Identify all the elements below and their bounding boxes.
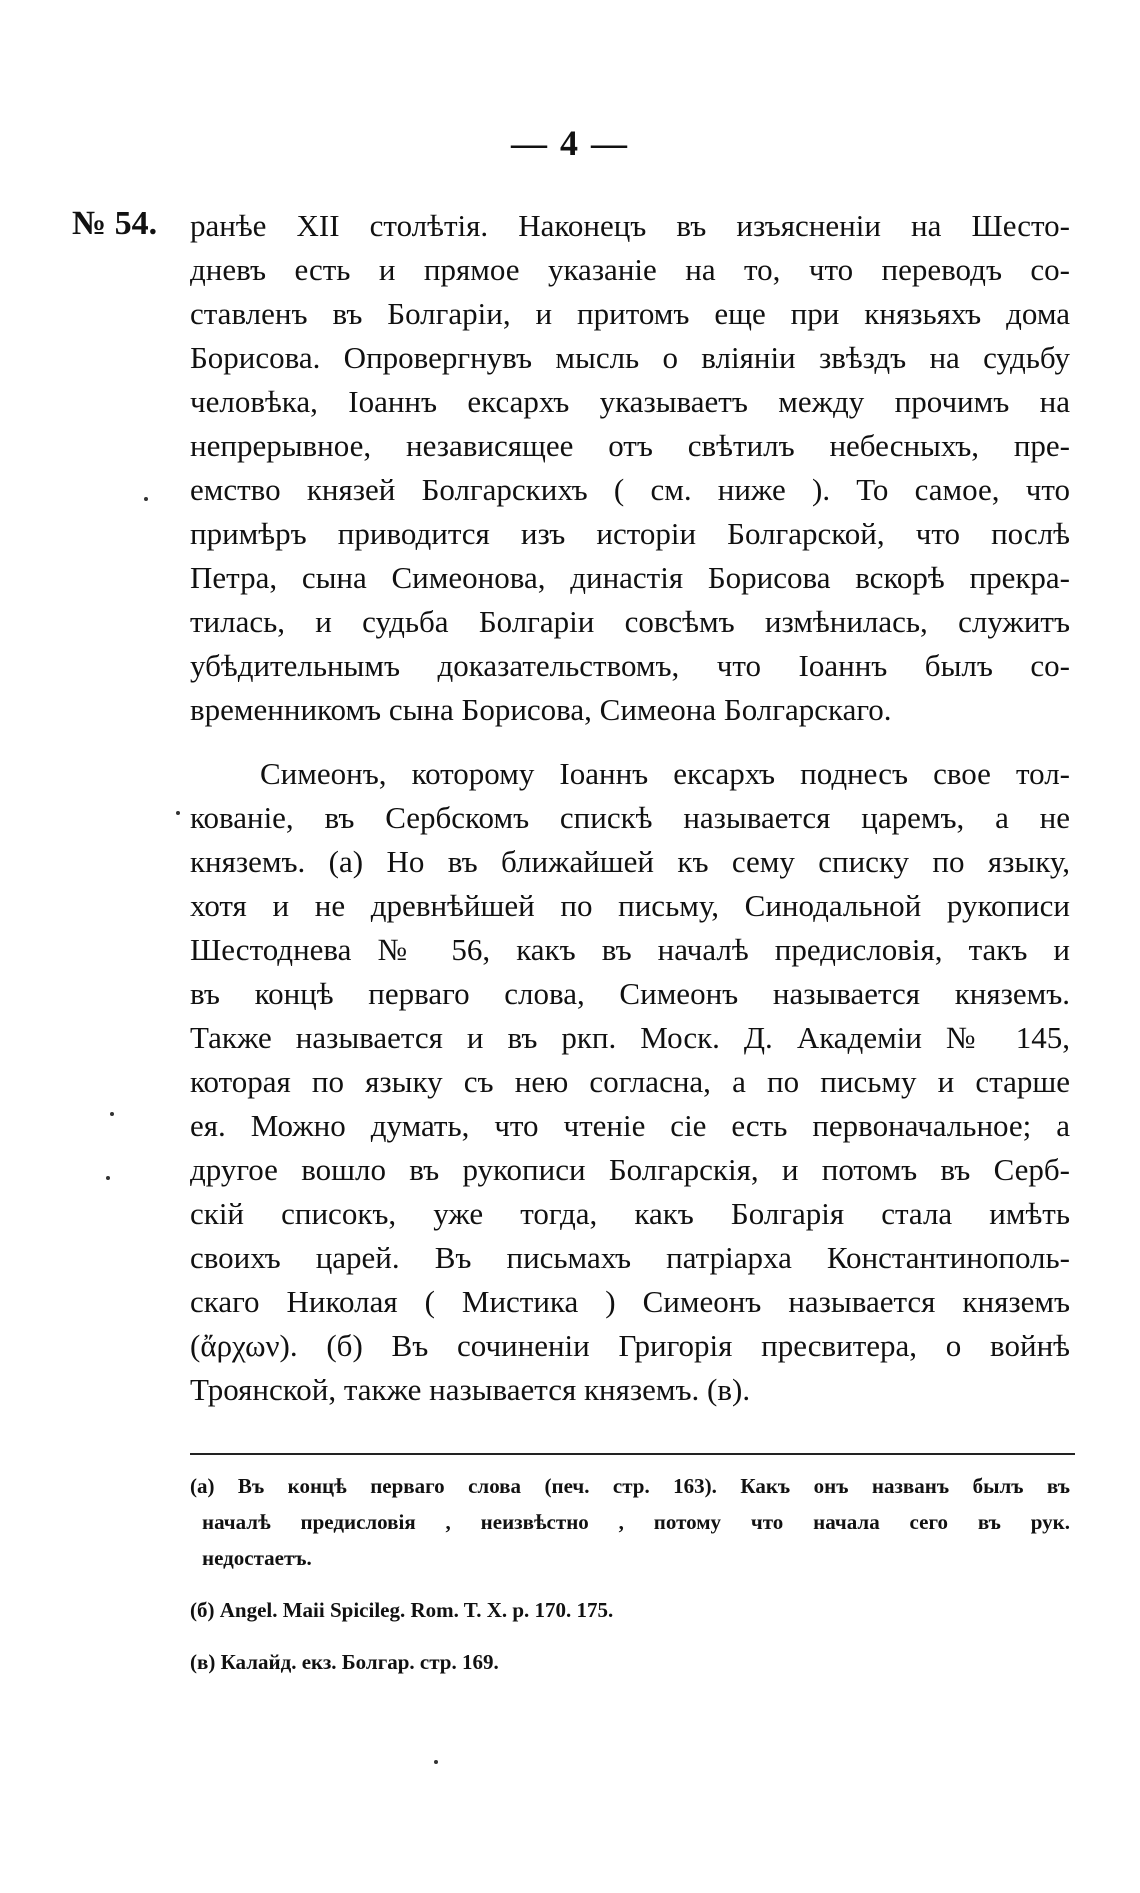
text-line: хотя и не древнѣйшей по письму, Синодальной рукописи [190, 888, 1070, 923]
print-speck [434, 1760, 438, 1764]
text-line: человѣка, Іоаннъ ексархъ указываетъ между прочимъ на [190, 384, 1070, 419]
text-line: Также называется и въ ркп. Моск. Д. Академіи № 145, [190, 1020, 1070, 1055]
text-line: Троянской, также называется княземъ. (в). [190, 1372, 751, 1407]
text-line: дневъ есть и прямое указаніе на то, что переводъ со- [190, 252, 1070, 287]
text-line: тилась, и судьба Болгаріи совсѣмъ измѣнилась, служитъ [190, 604, 1070, 639]
page-number: — 4 — [511, 123, 629, 163]
text-line: скій списокъ, уже тогда, какъ Болгарія стала имѣть [190, 1196, 1070, 1231]
paragraph-1 [190, 204, 1070, 732]
text-line: ея. Можно думать, что чтеніе сіе есть первоначальное; а [190, 1108, 1070, 1143]
text-line: Петра, сына Симеонова, династія Борисова вскорѣ прекра- [190, 560, 1070, 595]
text-line: убѣдительнымъ доказательствомъ, что Іоаннъ былъ со- [190, 648, 1070, 683]
margin-reference: № 54. [72, 205, 158, 242]
footnote-a-line: (а) Въ концѣ перваго слова (печ. стр. 163). Какъ онъ названъ былъ въ [190, 1474, 1070, 1498]
text-line: (ἄρχων). (б) Въ сочиненіи Григорія пресвитера, о войнѣ [190, 1328, 1070, 1363]
footnote-a-line: началѣ предисловія , неизвѣстно , потому что начала сего въ рук. [202, 1510, 1070, 1534]
print-speck [110, 1112, 114, 1116]
text-line: примѣръ приводится изъ исторіи Болгарской, что послѣ [190, 516, 1070, 551]
text-line: въ концѣ перваго слова, Симеонъ называется княземъ. [190, 976, 1070, 1011]
text-line: Симеонъ, которому Іоаннъ ексархъ поднесъ свое тол- [260, 756, 1070, 791]
text-line: ранѣе XII столѣтія. Наконецъ въ изъясненіи на Шесто- [190, 208, 1070, 243]
paragraph-2 [190, 752, 1070, 1412]
text-line: кованіе, въ Сербскомъ спискѣ называется царемъ, а не [190, 800, 1070, 835]
text-line: емство князей Болгарскихъ ( см. ниже ). То самое, что [190, 472, 1070, 507]
print-speck [106, 1176, 110, 1180]
text-line: скаго Николая ( Мистика ) Симеонъ называется княземъ [190, 1284, 1070, 1319]
footnote-divider [190, 1453, 1075, 1455]
text-line: своихъ царей. Въ письмахъ патріарха Константинополь- [190, 1240, 1070, 1275]
text-line: другое вошло въ рукописи Болгарскія, и потомъ въ Серб- [190, 1152, 1070, 1187]
text-line: Шестоднева № 56, какъ въ началѣ предисловія, такъ и [190, 932, 1070, 967]
footnotes [190, 1468, 1070, 1680]
footnote-c: (в) Калайд. екз. Болгар. стр. 169. [190, 1650, 499, 1674]
text-line: княземъ. (а) Но въ ближайшей къ сему списку по языку, [190, 844, 1070, 879]
print-speck [144, 497, 148, 501]
text-line: ставленъ въ Болгаріи, и притомъ еще при князьяхъ дома [190, 296, 1070, 331]
print-speck [176, 811, 180, 815]
text-line: непрерывное, независящее отъ свѣтилъ небесныхъ, пре- [190, 428, 1070, 463]
footnote-a-line: недостаетъ. [202, 1546, 312, 1570]
footnote-b: (б) Angel. Maii Spicileg. Rom. T. X. p. 170. 175. [190, 1598, 614, 1622]
text-line: временникомъ сына Борисова, Симеона Болгарскаго. [190, 692, 892, 727]
text-line: которая по языку съ нею согласна, а по письму и старше [190, 1064, 1070, 1099]
text-line: Борисова. Опровергнувъ мысль о вліяніи звѣздъ на судьбу [190, 340, 1070, 375]
